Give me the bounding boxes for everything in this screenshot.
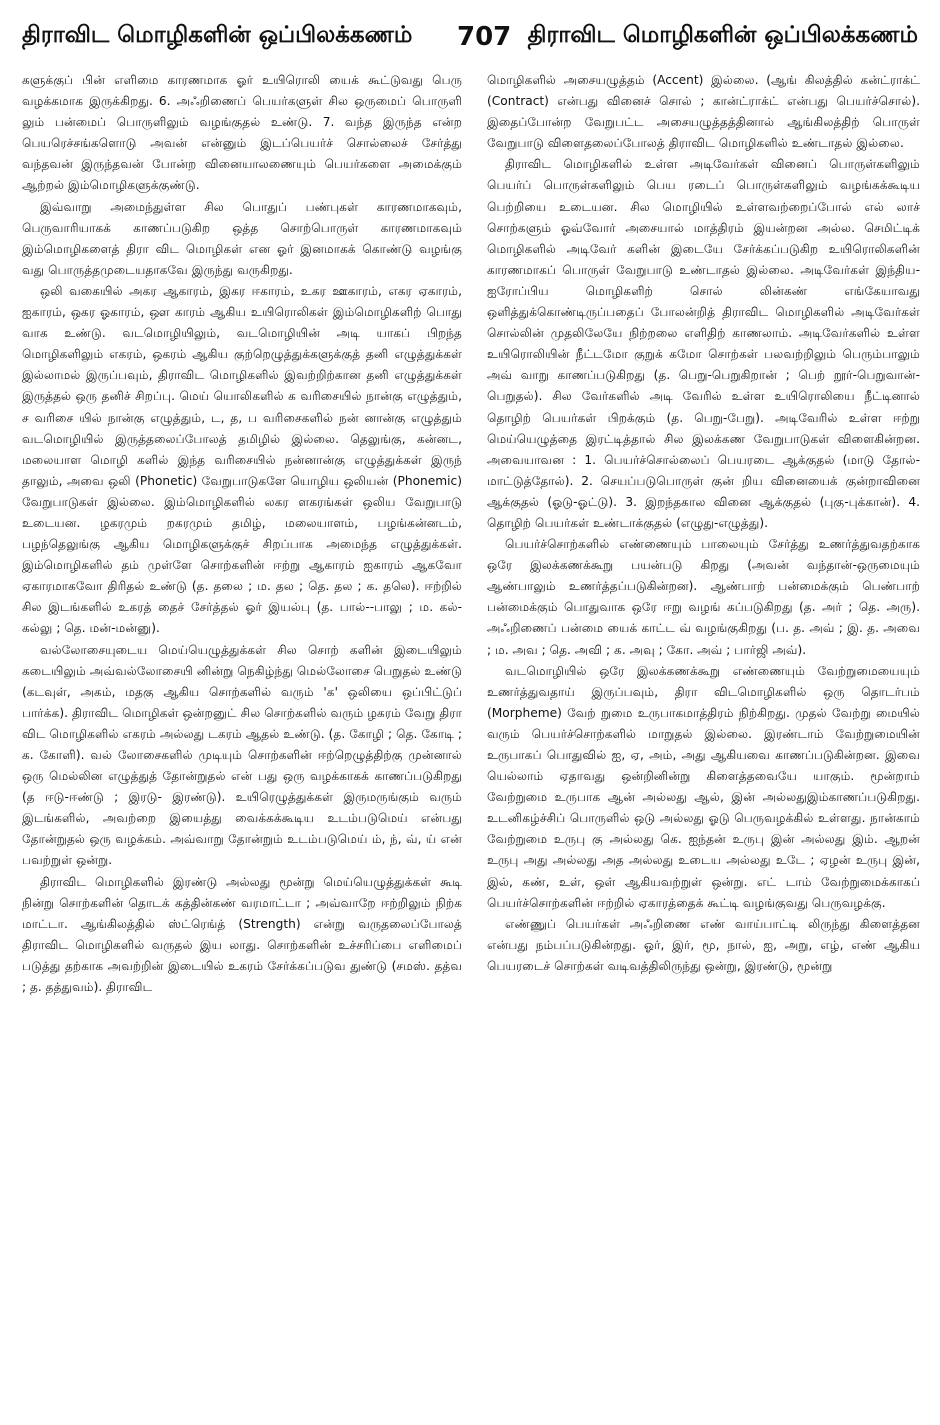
running-title-right: திராவிட மொழிகளின் ஒப்பிலக்கணம் [527, 22, 918, 48]
paragraph: களுக்குப் பின் எளிமை காரணமாக ஓர் உயிரொலி யைக் கூட்டுவது பெரு வழக்கமாக இருக்கிறது. 6. அஃறிணைப் பெயர்களுள் சில ஒருமைப் பொருளி லும் பன்மைப் பொருளிலும் வழங்குதல் உண்டு. 7. வந்த இருந்த என்ற பெயரெச்சங்களொடு அவன் என்னும் இடப்பெயர்ச் சொல்லைச் சேர்த்து வந்தவன் இருந்தவன் போன்ற வினையாலணையும் பெயர்களை அமைக்கும் ஆற்றல் இம்மொழிகளுக்குண்டு. [22, 73, 462, 193]
right-column [487, 70, 920, 1415]
paragraph: வடமொழியில் ஒரே இலக்கணக்கூறு எண்ணையும் வேற்றுமையையும் உணர்த்துவதாய் இருப்பவும், திரா விடமொழிகளில் ஒரு தொடர்பம் (Morpheme) வேற் றுமை உருபாகமாத்திரம் நிற்கிறது. முதல் வேற்று மையில் வரும் பெயர்ச்சொற்களில் மாறுதல் இல்லை. இரண்டாம் வேற்றுமையின் உருபாகப் பொதுவில் ஐ, ஏ, அம், அது ஆகியவை காணப்படுகின்றன. இவை யெல்லாம் ஏதாவது ஒன்றினின்று கிளைத்தவையே யாகும். மூன்றாம் வேற்றுமை உருபாக ஆன் அல்லது ஆல், இன் அல்லதுஇம்காணப்படுகிறது. உடனிகழ்ச்சிப் பொருளில் ஒடு அல்லது ஓடு பெருவழக்கில் உள்ளது. நான்காம் வேற்றுமை உருபு கு அல்லது கெ. ஐந்தன் உருபு இன் அல்லது இம். ஆறன் உருபு அது அல்லது அத அல்லது உடைய அல்லது உடே ; ஏழன் உருபு இன், இல், கண், உள், ஒள் ஆகியவற்றுள் ஒன்று. எட் டாம் வேற்றுமைக்காகப் பெயர்ச்சொற்களின் ஈற்றில் ஏகாரத்தைக் கூட்டி வழங்குவது பெருவழக்கு. [487, 663, 920, 910]
paragraph: இவ்வாறு அமைந்துள்ள சில பொதுப் பண்புகள் காரணமாகவும், பெருவாரியாகக் காணப்படுகிற ஒத்த சொற்பொருள் காரணமாகவும் இம்மொழிகளைத் திரா விட மொழிகள் என ஓர் இனமாகக் கொண்டு வழங்கு வது பொருத்தமுடையதாகவே இருந்து வருகிறது. [22, 199, 462, 277]
paragraph: திராவிட மொழிகளில் உள்ள அடிவேர்கள் வினைப் பொருள்களிலும் பெயர்ப் பொருள்களிலும் பெய ரடைப் பொருள்களிலும் வழங்கக்கூடிய பெற்றியை உடையன. சில மொழியில் உள்ளவற்றைப்போல் எல் லாச் சொற்களும் ஓவ்வோர் அசையால் மாத்திரம் இயன்றன அல்ல. செமிட்டிக் மொழிகளில் அடிவேர் களின் இடையே சேர்க்கப்படுகிற உயிரொலிகளின் காரணமாகப் பொருள் வேறுபாடு உண்டாதல் இல்லை. அடிவேர்கள் இந்திய-ஐரோப்பிய மொழிகளிற் சொல் லின்கண் எங்கேயாவது ஒளித்துக்கொண்டிருப்பதைப் போலன்றித் திராவிட மொழிகளில் அடிவேர்கள் சொல்லின் முதலிலேயே நிற்றலை எளிதிற் காணலாம். அடிவேர்களில் உள்ள உயிரொலியின் நீட்டமோ குறுக் கமோ சொற்கள் பலவற்றிலும் பெரும்பாலும் அவ் வாறு காணப்படுகிறது (த. பெறு-பெறுகிறான் ; பெற் றூர்-பெறுவான்-பெறுதல்). சில வேர்களில் அடி வேரில் உள்ள உயிரொலியை நீட்டினால் தொழிற் பெயர்கள் பிறக்கும் (த. பெறு-பேறு). அடிவேரில் உள்ள ஈற்று மெய்யெழுத்தை இரட்டித்தால் சில இலக்கண வேறுபாடுகள் விளைகின்றன. அவையாவன : 1. பெயர்ச்சொல்லைப் பெயரடை ஆக்குதல் (மாடு தோல்-மாட்டுத்தோல்). 2. செயப்படுபொருள் குன் றிய வினையைக் குன்றாவினை ஆக்குதல் (ஓடு-ஓட்டு). 3. இறந்தகால வினை ஆக்குதல் (புகு-புக்கான்). 4. தொழிற் பெயர்கள் உண்டாக்குதல் (எழுது-எழுத்து). [487, 157, 920, 530]
paragraph: எண்ணுப் பெயர்கள் அஃறிணை எண் வாய்பாட்டி லிருந்து கிளைத்தன என்பது நம்பப்படுகின்றது. ஓர், இர், மூ, நால், ஐ, அறு, எழ், எண் ஆகிய பெயரடைச் சொற்கள் வடிவத்திலிருந்து ஒன்று, இரண்டு, மூன்று [487, 916, 920, 973]
page-header [22, 8, 918, 58]
paragraph: மொழிகளில் அசையழுத்தம் (Accent) இல்லை. (ஆங் கிலத்தில் கன்ட்ராக்ட் (Contract) என்பது வினைச் சொல் ; கான்ட்ராக்ட் என்பது பெயர்ச்சொல்). இதைப்போன்ற வேறுபட்ட அசையழுத்தத்தினால் ஆங்கிலத்திற் பொருள் வேறுபாடு விளைதலைப்போலத் திராவிட மொழிகளில் உண்டாதல் இல்லை. [487, 73, 920, 151]
paragraph: ஒலி வகையில் அகர ஆகாரம், இகர ஈகாரம், உகர ஊகாரம், எகர ஏகாரம், ஐகாரம், ஒகர ஓகாரம், ஔ காரம் ஆகிய உயிரொலிகள் இம்மொழிகளிற் பொது வாக உண்டு. வடமொழியிலும், வடமொழியின் அடி யாகப் பிறந்த மொழிகளிலும் எகரம், ஒகரம் ஆகிய குற்றெழுத்துக்களுக்குத் தனி எழுத்துக்கள் இல்லாமல் இருப்பவும், திராவிட மொழிகளில் இவற்றிற்கான தனி எழுத்துக்கள் இருத்தல் ஒரு தனிச் சிறப்பு. மெய் யொலிகளில் க வரிசையில் நான்கு எழுத்தும், ச வரிசை யில் நான்கு எழுத்தும், ட, த, ப வரிசைகளில் நன் னான்கு எழுத்தும் வடமொழியில் இருத்தலைப்போலத் தமிழில் இல்லை. தெலுங்கு, கன்னட, மலையாள மொழி களில் இந்த வரிசையில் நன்னான்கு எழுத்துக்கள் இருந் தாலும், அவை ஒலி (Phonetic) வேறுபாடுகளே யொழிய ஒலியன் (Phonemic) வேறுபாடுகள் இல்லை. இம்மொழிகளில் லகர ளகரங்கள் ஒலிய வேறுபாடு உடையன. ழகரமும் றகரமும் தமிழ், மலையாளம், பழங்கன்னடம், பழந்தெலுங்கு ஆகிய மொழிகளுக்குச் சிறப்பாக அமைந்த எழுத்துக்கள். இம்மொழிகளில் தம் முள்ளே சொற்களின் ஈற்று ஆகாரம் ஐகாரம் ஆகவோ ஏகாரமாகவோ திரிதல் உண்டு (த. தலை ; ம. தல ; தெ. தல ; க. தலெ). ஈற்றில் சில இடங்களில் உகரத் தைச் சேர்த்தல் ஓர் இயல்பு (த. பால்--பாலு ; ம. கல்-கல்லு ; தெ. மன்-மன்னு). [22, 283, 462, 636]
running-title-left: திராவிட மொழிகளின் ஒப்பிலக்கணம் [22, 22, 413, 48]
paragraph: பெயர்ச்சொற்களில் எண்ணையும் பாலையும் சேர்த்து உணர்த்துவதற்காக ஒரே இலக்கணக்கூறு பயன்படு கிறது (அவன் வந்தான்-ஒருமையும் ஆண்பாலும் உணர்த்தப்படுகின்றன). ஆண்பாற் பன்மைக்கும் பெண்பாற் பன்மைக்கும் பொதுவாக ஒரே ஈறு வழங் கப்படுகிறது (த. அர் ; தெ. அரு). அஃறிணைப் பன்மை யைக் காட்ட வ் வழங்குகிறது (ப. த. அவ் ; இ. த. அவை ; ம. அவ ; தெ. அவி ; க. அவு ; கோ. அவ் ; பார்ஜி அவ்). [487, 537, 920, 657]
page-number: 707 [457, 22, 512, 52]
paragraph: திராவிட மொழிகளில் இரண்டு அல்லது மூன்று மெய்யெழுத்துக்கள் கூடி நின்று சொற்களின் தொடக் கத்தின்கண் வரமாட்டா ; அவ்வாறே ஈற்றிலும் நிற்க மாட்டா. ஆங்கிலத்தில் ஸ்ட்ரெங்த் (Strength) என்று வருதலைப்போலத் திராவிட மொழிகளில் வருதல் இய லாது. சொற்களின் உச்சரிப்பை எளிமைப் படுத்து தற்காக அவற்றின் இடையில் உகரம் சேர்க்கப்படுவ துண்டு (சமஸ். தத்வ ; த. தத்துவம்). திராவிட [22, 874, 462, 995]
left-column [22, 70, 462, 1415]
paragraph: வல்லோசையுடைய மெய்யெழுத்துக்கள் சில சொற் களின் இடையிலும் கடையிலும் அவ்வல்லோசையி னின்று நெகிழ்ந்து மெல்லோசை பெறுதல் உண்டு (கடவுள், அகம், மதகு ஆகிய சொற்களில் வரும் 'க' ஒலியை ஒப்பிட்டுப் பார்க்க). திராவிட மொழிகள் ஒன்றனுட் சில சொற்களில் வரும் ழகரம் வேறு திரா விட மொழிகளில் எகரம் அல்லது டகரம் ஆதல் உண்டு. (த. கோழி ; தெ. கோடி ; க. கோளி). வல் லோசைகளில் முடியும் சொற்களின் ஈற்றெழுத்திற்கு முன்னால் ஒரு மெல்லின எழுத்துத் தோன்றுதல் என் பது ஒரு வழக்காகக் காணப்படுகிறது (த ஈடு-ஈண்டு ; இரடு- இரண்டு). உயிரெழுத்துக்கள் இருமருங்கும் வரும் இடங்களில், அவற்றை இயைத்து வைக்கக்கூடிய உடம்படுமெய் என்பது தோன்றுதல் ஒரு வழக்கம். அவ்வாறு தோன்றும் உடம்படுமெய் ம், ந், வ், ய் என் பவற்றுள் ஒன்று. [22, 642, 462, 868]
